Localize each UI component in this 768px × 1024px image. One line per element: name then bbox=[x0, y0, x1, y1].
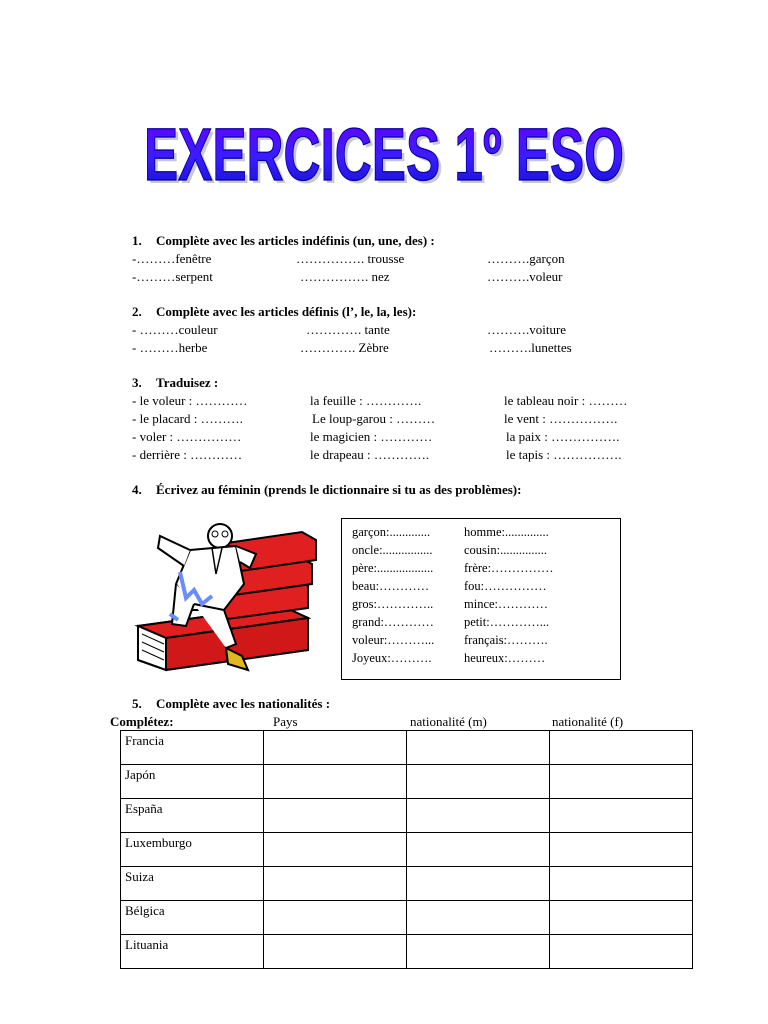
answer-cell[interactable] bbox=[264, 935, 407, 969]
word-masculine: heureux:……… bbox=[464, 651, 546, 665]
word-masculine: cousin:............... bbox=[464, 543, 547, 557]
blank-item: - ………couleur bbox=[132, 322, 218, 337]
country-cell: Francia bbox=[121, 731, 264, 765]
answer-cell[interactable] bbox=[407, 901, 550, 935]
word-masculine: père:.................. bbox=[352, 561, 434, 575]
word-masculine: voleur:………... bbox=[352, 633, 435, 647]
word-masculine: petit:…………... bbox=[464, 615, 550, 629]
answer-cell[interactable] bbox=[550, 833, 693, 867]
translate-item: le drapeau : …………. bbox=[310, 447, 430, 462]
translate-item: Le loup-garou : ……… bbox=[312, 411, 436, 426]
feminine-word-box bbox=[341, 518, 621, 680]
blank-item: …………. Zèbre bbox=[300, 340, 389, 355]
answer-cell[interactable] bbox=[550, 731, 693, 765]
section-3-row bbox=[0, 447, 768, 465]
answer-cell[interactable] bbox=[407, 833, 550, 867]
title-shadow: EXERCICES 1º ESO bbox=[147, 116, 627, 199]
section-2-heading: 2. Complète avec les articles définis (l’, le, la, les): bbox=[132, 304, 417, 319]
translate-item: - le placard : ………. bbox=[132, 411, 243, 426]
answer-cell[interactable] bbox=[264, 833, 407, 867]
blank-item: …………. tante bbox=[306, 322, 390, 337]
table-row bbox=[121, 867, 693, 901]
translate-item: le magicien : ………… bbox=[310, 429, 433, 444]
answer-cell[interactable] bbox=[264, 765, 407, 799]
blank-item: ……….lunettes bbox=[489, 340, 572, 355]
books-clipart bbox=[132, 514, 322, 680]
answer-cell[interactable] bbox=[264, 867, 407, 901]
column-header: nationalité (f) bbox=[552, 714, 624, 729]
section-1-row bbox=[0, 251, 768, 269]
translate-item: la feuille : …………. bbox=[310, 393, 422, 408]
word-masculine: grand:………… bbox=[352, 615, 434, 629]
blank-item: -………serpent bbox=[132, 269, 213, 284]
title-text: EXERCICES 1º ESO bbox=[144, 113, 624, 196]
word-masculine: fou:…………… bbox=[464, 579, 547, 593]
section-1-row bbox=[0, 269, 768, 287]
word-masculine: frère:…………… bbox=[464, 561, 554, 575]
word-masculine: gros:………….. bbox=[352, 597, 434, 611]
answer-cell[interactable] bbox=[264, 799, 407, 833]
table-row bbox=[121, 901, 693, 935]
translate-item: la paix : ……………. bbox=[506, 429, 620, 444]
country-cell: España bbox=[121, 799, 264, 833]
word-masculine: homme:.............. bbox=[464, 525, 549, 539]
answer-cell[interactable] bbox=[550, 867, 693, 901]
table-row bbox=[121, 833, 693, 867]
country-cell: Lituania bbox=[121, 935, 264, 969]
answer-cell[interactable] bbox=[407, 867, 550, 901]
answer-cell[interactable] bbox=[264, 901, 407, 935]
blank-item: - ………herbe bbox=[132, 340, 208, 355]
section-4-heading: 4. Écrivez au féminin (prends le dictionnaire si tu as des problèmes): bbox=[132, 482, 522, 497]
answer-cell[interactable] bbox=[550, 901, 693, 935]
word-masculine: mince:………… bbox=[464, 597, 549, 611]
title-wordart bbox=[134, 112, 634, 199]
blank-item: -………fenêtre bbox=[132, 251, 212, 266]
country-cell: Suiza bbox=[121, 867, 264, 901]
answer-cell[interactable] bbox=[550, 765, 693, 799]
nationality-table bbox=[120, 730, 693, 969]
blank-item: ……….voiture bbox=[487, 322, 567, 337]
table-row bbox=[121, 935, 693, 969]
translate-item: - derrière : ………… bbox=[132, 447, 243, 462]
page-title bbox=[0, 112, 768, 199]
answer-cell[interactable] bbox=[264, 731, 407, 765]
section-3-row bbox=[0, 393, 768, 411]
translate-item: le tapis : ……………. bbox=[506, 447, 622, 462]
section-3-row bbox=[0, 411, 768, 429]
section-3-row bbox=[0, 429, 768, 447]
section-1-heading: 1. Complète avec les articles indéfinis (un, une, des) : bbox=[132, 233, 435, 248]
country-cell: Bélgica bbox=[121, 901, 264, 935]
translate-item: le vent : ……………. bbox=[504, 411, 618, 426]
section-5-heading: 5. Complète avec les nationalités : bbox=[132, 696, 331, 711]
word-masculine: beau:………… bbox=[352, 579, 430, 593]
country-cell: Japón bbox=[121, 765, 264, 799]
answer-cell[interactable] bbox=[550, 799, 693, 833]
word-masculine: garçon:............. bbox=[352, 525, 431, 539]
translate-item: - le voleur : ………… bbox=[132, 393, 248, 408]
table-row bbox=[121, 765, 693, 799]
section-2-row bbox=[0, 322, 768, 340]
blank-item: ……………. nez bbox=[300, 269, 390, 284]
table-label: Complétez: bbox=[110, 714, 174, 729]
answer-cell[interactable] bbox=[550, 935, 693, 969]
section-2-row bbox=[0, 340, 768, 358]
answer-cell[interactable] bbox=[407, 765, 550, 799]
answer-cell[interactable] bbox=[407, 731, 550, 765]
translate-item: le tableau noir : ……… bbox=[504, 393, 628, 408]
word-masculine: Joyeux:………. bbox=[352, 651, 432, 665]
section-3-heading: 3. Traduisez : bbox=[132, 375, 219, 390]
table-row bbox=[121, 731, 693, 765]
answer-cell[interactable] bbox=[407, 935, 550, 969]
column-header: nationalité (m) bbox=[410, 714, 487, 729]
word-masculine: français:………. bbox=[464, 633, 548, 647]
translate-item: - voler : …………… bbox=[132, 429, 242, 444]
word-masculine: oncle:................ bbox=[352, 543, 433, 557]
blank-item: ……….voleur bbox=[487, 269, 563, 284]
table-row bbox=[121, 799, 693, 833]
blank-item: ……………. trousse bbox=[296, 251, 405, 266]
country-cell: Luxemburgo bbox=[121, 833, 264, 867]
answer-cell[interactable] bbox=[407, 799, 550, 833]
column-header: Pays bbox=[273, 714, 298, 729]
blank-item: ……….garçon bbox=[487, 251, 565, 266]
